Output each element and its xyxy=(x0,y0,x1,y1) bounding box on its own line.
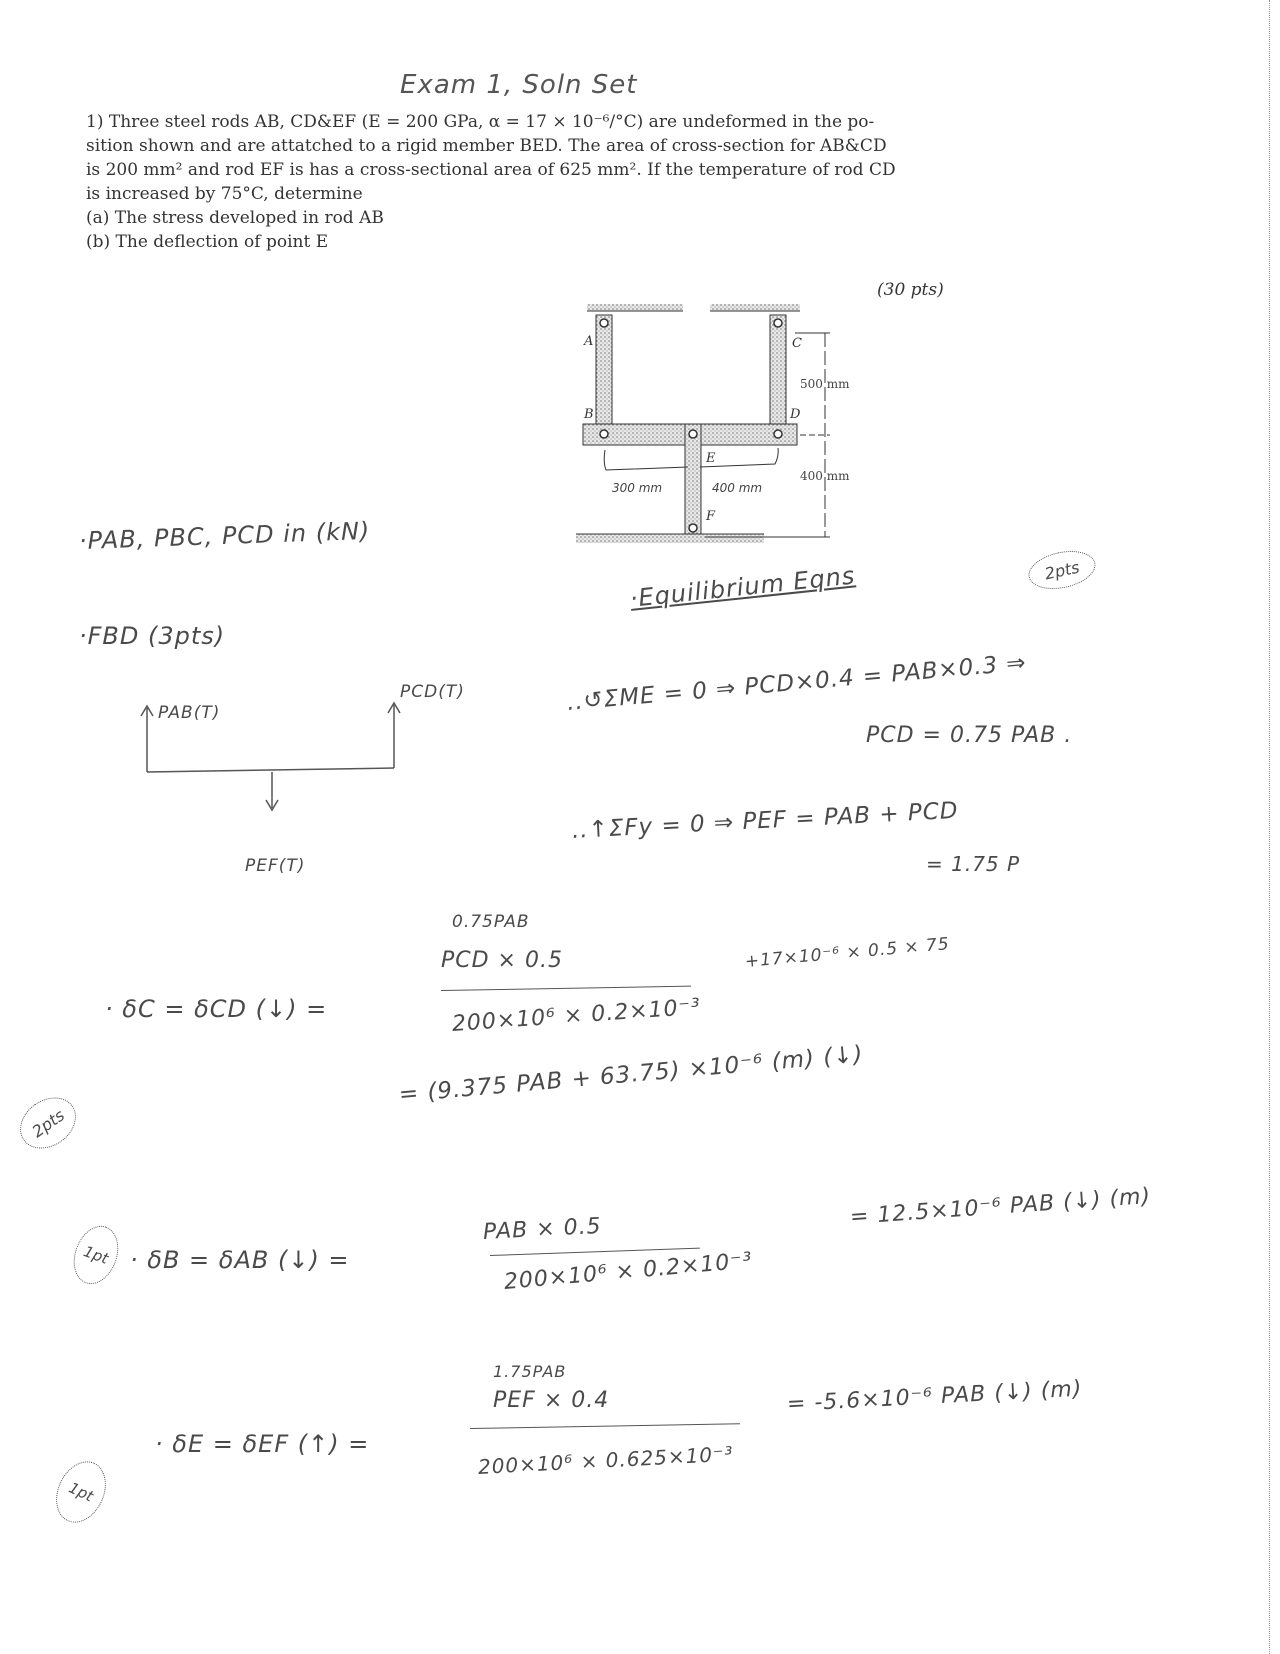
fbd-pab: PAB(T) xyxy=(158,703,221,723)
delta-b-num: PAB × 0.5 xyxy=(482,1213,603,1245)
problem-line: (b) The deflection of point E xyxy=(86,232,329,252)
delta-b-points xyxy=(66,1220,126,1291)
delta-b-den: 200×10⁶ × 0.2×10⁻³ xyxy=(502,1248,754,1295)
problem-points: (30 pts) xyxy=(877,280,944,300)
moment-equation: ..↺ΣME = 0 ⇒ PCD×0.4 = PAB×0.3 ⇒ xyxy=(565,649,1028,716)
delta-c-result: = (9.375 PAB + 63.75) ×10⁻⁶ (m) (↓) xyxy=(397,1041,865,1108)
delta-e-points xyxy=(47,1453,116,1530)
delta-b-result: = 12.5×10⁻⁶ PAB (↓) (m) xyxy=(849,1183,1152,1230)
fbd-pef: PEF(T) xyxy=(245,856,306,876)
document-title: Exam 1, Soln Set xyxy=(400,70,638,100)
rod-cd xyxy=(770,315,786,440)
dim-cd: 500 mm xyxy=(800,377,850,391)
delta-c-den: 200×10⁶ × 0.2×10⁻³ xyxy=(451,994,702,1037)
delta-c-fraction-bar xyxy=(441,986,691,991)
delta-c-thermal: +17×10⁻⁶ × 0.5 × 75 xyxy=(744,934,951,972)
delta-e-fraction-bar xyxy=(470,1423,740,1429)
ceiling-right xyxy=(710,304,800,311)
delta-b-lhs: · δB = δAB (↓) = xyxy=(130,1246,350,1274)
delta-e-lhs: · δE = δEF (↑) = xyxy=(155,1430,370,1458)
delta-c-num-sub: 0.75PAB xyxy=(452,912,530,932)
delta-c-lhs: · δC = δCD (↓) = xyxy=(105,995,328,1023)
label-f: F xyxy=(706,509,716,524)
delta-e-num-sub: 1.75PAB xyxy=(493,1362,567,1381)
pin-c xyxy=(774,319,782,327)
units-note: ·PAB, PBC, PCD in (kN) xyxy=(78,516,371,555)
pin-d xyxy=(774,430,782,438)
equilibrium-heading: ·Equilibrium Eqns xyxy=(628,561,857,613)
problem-line: is 200 mm² and rod EF is has a cross-sectional area of 625 mm². If the temperature of rod CD xyxy=(86,160,896,180)
label-a: A xyxy=(584,334,594,349)
moment-result: PCD = 0.75 PAB . xyxy=(866,723,1073,748)
force-equation: ..↑ΣFy = 0 ⇒ PEF = PAB + PCD xyxy=(571,797,960,844)
delta-e-den: 200×10⁶ × 0.625×10⁻³ xyxy=(477,1441,735,1479)
label-b: B xyxy=(584,407,594,422)
label-e: E xyxy=(706,451,716,466)
problem-line: 1) Three steel rods AB, CD&EF (E = 200 GPa, α = 17 × 10⁻⁶/°C) are undeformed in the po- xyxy=(86,112,875,132)
fbd-heading: ·FBD (3pts) xyxy=(79,622,226,650)
dim-be: 300 mm xyxy=(612,481,663,495)
delta-e-result: = -5.6×10⁻⁶ PAB (↓) (m) xyxy=(786,1376,1083,1417)
problem-line: (a) The stress developed in rod AB xyxy=(86,208,384,228)
free-body-diagram xyxy=(0,0,700,900)
points-label: 1pt xyxy=(65,1478,97,1506)
dim-ed: 400 mm xyxy=(712,481,763,495)
force-result: = 1.75 P xyxy=(926,852,1021,876)
points-label: 1pt xyxy=(81,1242,111,1268)
points-label: 2pts xyxy=(28,1105,68,1141)
delta-c-num: PCD × 0.5 xyxy=(441,948,563,973)
dim-ef: 400 mm xyxy=(800,469,850,483)
points-label: 2pts xyxy=(1042,557,1082,583)
problem-line: sition shown and are attatched to a rigid member BED. The area of cross-section for AB&CD xyxy=(86,136,887,156)
fbd-pcd: PCD(T) xyxy=(400,682,465,702)
problem-line: is increased by 75°C, determine xyxy=(86,184,363,204)
delta-e-num: PEF × 0.4 xyxy=(493,1388,610,1413)
label-d: D xyxy=(790,407,801,422)
delta-c-points xyxy=(10,1087,86,1159)
label-c: C xyxy=(792,336,802,351)
